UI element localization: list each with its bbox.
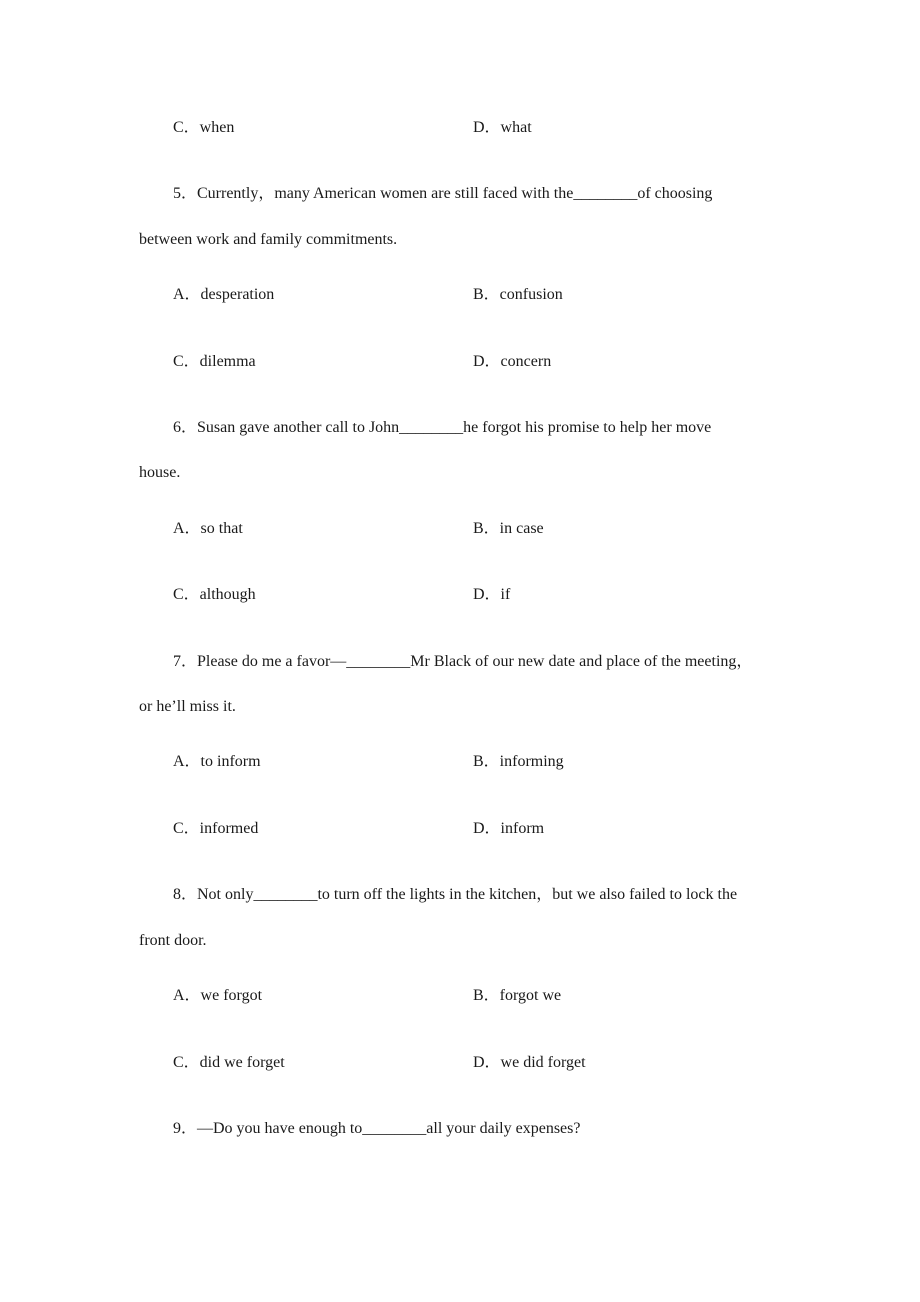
- q6-option-d: D．if: [473, 586, 511, 603]
- q6-option-c: C．although: [173, 586, 256, 603]
- q7-option-a: A．to inform: [173, 753, 261, 770]
- q5-option-c: C．dilemma: [173, 353, 256, 370]
- q7-stem-line2: or he’ll miss it.: [139, 698, 236, 715]
- q8-option-c: C．did we forget: [173, 1054, 285, 1071]
- q7-option-b: B．informing: [473, 753, 564, 770]
- q7-option-d: D．inform: [473, 820, 545, 837]
- q5-option-d: D．concern: [473, 353, 552, 370]
- q8-option-b: B．forgot we: [473, 987, 562, 1004]
- q5-stem-line2: between work and family commitments.: [139, 231, 398, 248]
- q6-option-b: B．in case: [473, 520, 544, 537]
- q5-stem-line1: 5．Currently，many American women are still faced with the________of choosing: [173, 185, 713, 202]
- q6-stem-line2: house.: [139, 464, 181, 481]
- q4-option-d: D．what: [473, 119, 532, 136]
- q7-stem-line1: 7．Please do me a favor—________Mr Black of our new date and place of the meeting，: [173, 653, 753, 670]
- q5-option-b: B．confusion: [473, 286, 563, 303]
- q8-option-d: D．we did forget: [473, 1054, 586, 1071]
- q9-stem-line1: 9．—Do you have enough to________all your daily expenses?: [173, 1120, 581, 1137]
- q8-stem-line2: front door.: [139, 932, 207, 949]
- q6-stem-line1: 6．Susan gave another call to John________he forgot his promise to help her move: [173, 419, 712, 436]
- q8-stem-line1: 8．Not only________to turn off the lights in the kitchen，but we also failed to lock the: [173, 886, 738, 903]
- q5-option-a: A．desperation: [173, 286, 275, 303]
- q4-option-c: C．when: [173, 119, 235, 136]
- q8-option-a: A．we forgot: [173, 987, 263, 1004]
- q7-option-c: C．informed: [173, 820, 259, 837]
- q6-option-a: A．so that: [173, 520, 243, 537]
